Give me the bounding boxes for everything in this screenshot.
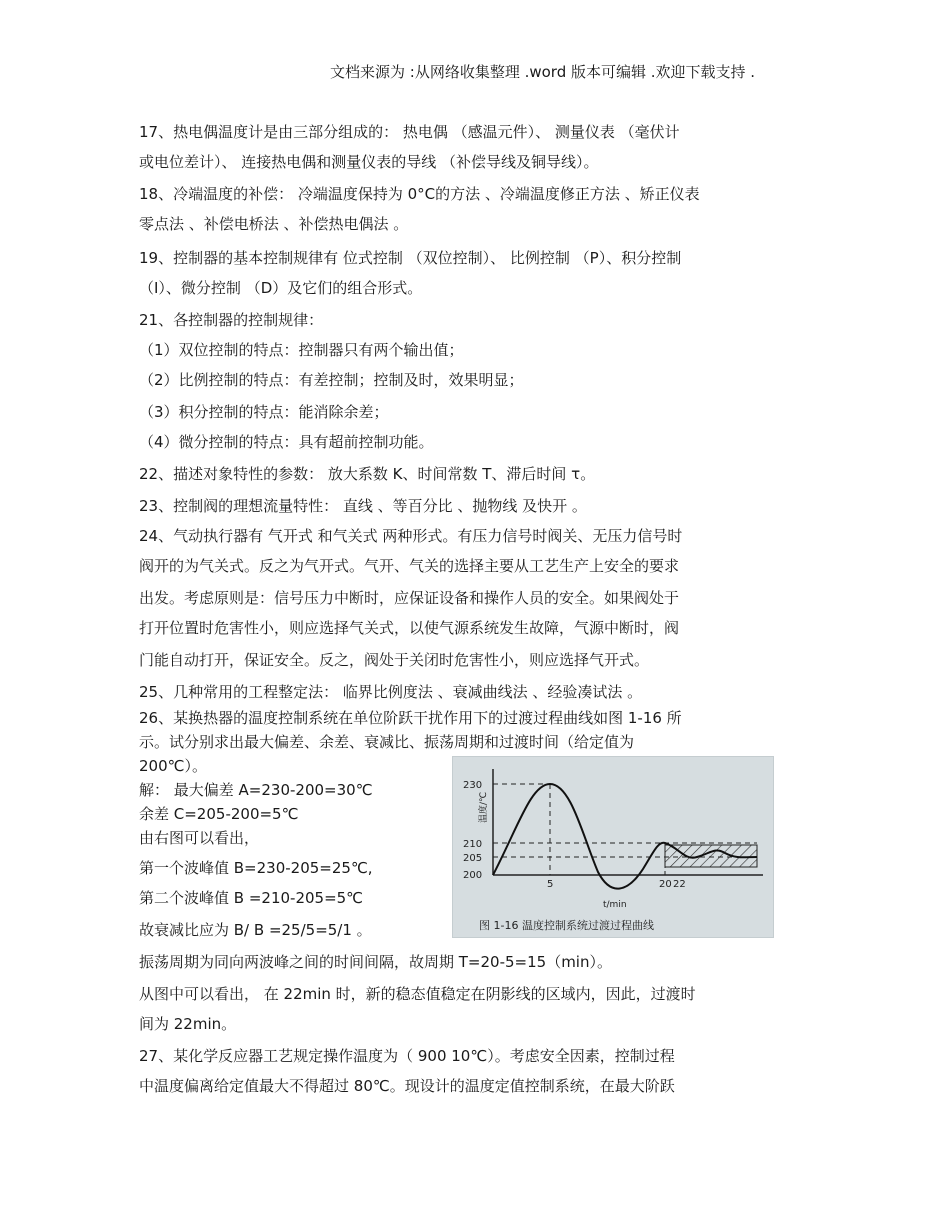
x-tick-label: 22 (673, 879, 686, 890)
text-line: 第二个波峰值 B =210-205=5℃ (139, 889, 364, 907)
text-line: 门能自动打开，保证安全。反之，阀处于关闭时危害性小，则应选择气开式。 (139, 651, 650, 669)
y-tick-label: 205 (463, 853, 483, 864)
text-line: 21、各控制器的控制规律： (139, 311, 324, 329)
text-line: 振荡周期为同向两波峰之间的时间间隔，故周期 T=20-5=15（min）。 (139, 953, 612, 971)
text-line: 余差 C=205-200=5℃ (139, 805, 299, 823)
text-line: （I）、微分控制 （D）及它们的组合形式。 (139, 279, 423, 297)
text-line: 间为 22min。 (139, 1015, 237, 1033)
transient-curve-svg (453, 757, 773, 937)
y-tick-label: 210 (463, 839, 483, 850)
text-line: 18、冷端温度的补偿： 冷端温度保持为 0°C的方法 、冷端温度修正方法 、矫正仪表 (139, 185, 700, 203)
text-line: （1）双位控制的特点：控制器只有两个输出值； (139, 341, 464, 359)
text-line: 17、热电偶温度计是由三部分组成的： 热电偶 （感温元件）、 测量仪表 （毫伏计 (139, 123, 680, 141)
text-line: 出发。考虑原则是：信号压力中断时，应保证设备和操作人员的安全。如果阀处于 (139, 589, 680, 607)
text-line: （2）比例控制的特点：有差控制；控制及时，效果明显； (139, 371, 524, 389)
text-line: 26、某换热器的温度控制系统在单位阶跃干扰作用下的过渡过程曲线如图 1-16 所 (139, 709, 682, 727)
text-line: 25、几种常用的工程整定法： 临界比例度法 、衰减曲线法 、经验凑试法 。 (139, 683, 643, 701)
text-line: 200℃）。 (139, 757, 207, 775)
text-line: 27、某化学反应器工艺规定操作温度为（ 900 10℃）。考虑安全因素，控制过程 (139, 1047, 675, 1065)
page-header: 文档来源为 :从网络收集整理 .word 版本可编辑 .欢迎下载支持 . (330, 63, 756, 81)
text-line: 解： 最大偏差 A=230-200=30℃ (139, 781, 373, 799)
stable-band (665, 845, 757, 867)
text-line: 从图中可以看出， 在 22min 时，新的稳态值稳定在阴影线的区域内，因此，过渡时 (139, 985, 696, 1003)
y-axis-label: 温度/℃ (479, 791, 489, 823)
y-tick-label: 200 (463, 870, 483, 881)
text-line: 零点法 、补偿电桥法 、补偿热电偶法 。 (139, 215, 409, 233)
x-axis-label: t/min (603, 900, 627, 910)
text-line: 打开位置时危害性小，则应选择气关式，以使气源系统发生故障，气源中断时，阀 (139, 619, 680, 637)
text-line: 中温度偏离给定值最大不得超过 80℃。现设计的温度定值控制系统，在最大阶跃 (139, 1077, 675, 1095)
y-tick-label: 230 (463, 780, 483, 791)
text-line: 23、控制阀的理想流量特性： 直线 、等百分比 、抛物线 及快开 。 (139, 497, 587, 515)
text-line: 第一个波峰值 B=230-205=25℃, (139, 859, 373, 877)
x-tick-label: 5 (547, 879, 554, 890)
text-line: 19、控制器的基本控制规律有 位式控制 （双位控制）、 比例控制 （P）、积分控制 (139, 249, 682, 267)
text-line: 示。试分别求出最大偏差、余差、衰减比、振荡周期和过渡时间（给定值为 (139, 733, 635, 751)
text-line: 24、气动执行器有 气开式 和气关式 两种形式。有压力信号时阀关、无压力信号时 (139, 527, 683, 545)
text-line: 22、描述对象特性的参数： 放大系数 K、时间常数 T、滞后时间 τ。 (139, 465, 596, 483)
response-curve (493, 784, 757, 889)
x-tick-label: 20 (659, 879, 672, 890)
figure-caption: 图 1-16 温度控制系统过渡过程曲线 (479, 919, 654, 932)
text-line: （4）微分控制的特点：具有超前控制功能。 (139, 433, 434, 451)
text-line: 或电位差计）、 连接热电偶和测量仪表的导线 （补偿导线及铜导线）。 (139, 153, 599, 171)
text-line: 由右图可以看出， (139, 829, 260, 847)
text-line: 故衰减比应为 B/ B =25/5=5/1 。 (139, 921, 372, 939)
transient-curve-figure (452, 756, 774, 938)
text-line: （3）积分控制的特点：能消除余差； (139, 403, 389, 421)
text-line: 阀开的为气关式。反之为气开式。气开、气关的选择主要从工艺生产上安全的要求 (139, 557, 680, 575)
